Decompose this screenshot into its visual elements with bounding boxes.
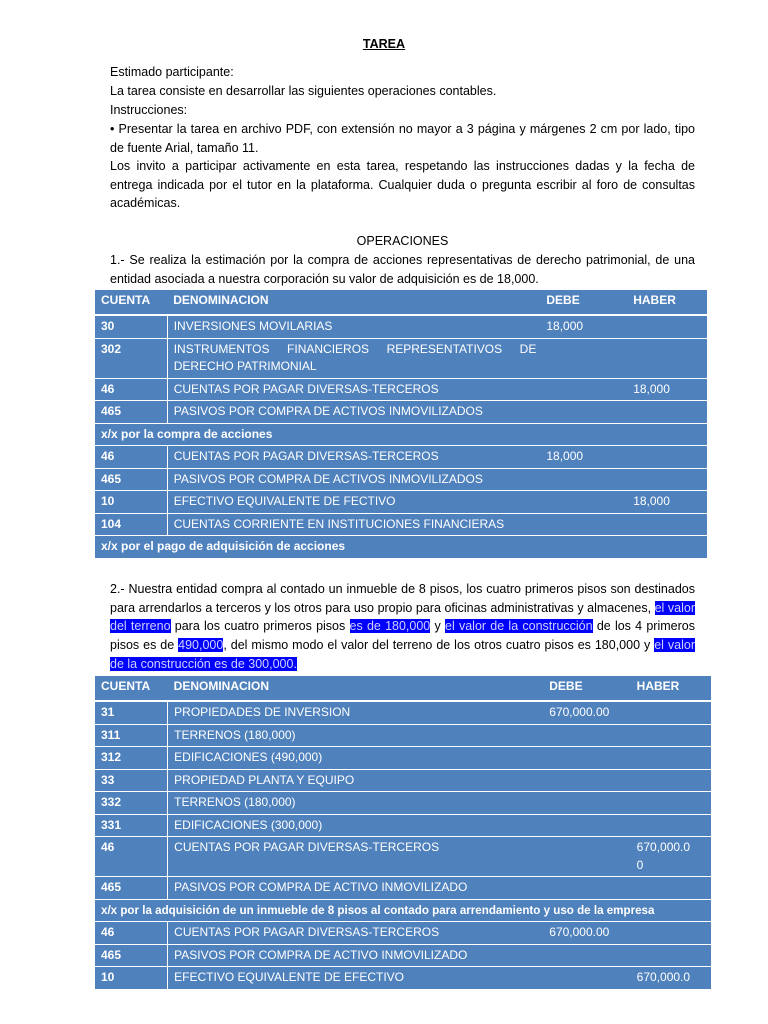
table-row: 33 PROPIEDAD PLANTA Y EQUIPO: [95, 769, 711, 792]
highlight: el valor de la construcción es de 300,000.: [110, 638, 695, 671]
table-row: 104 CUENTAS CORRIENTE EN INSTITUCIONES FINANCIERAS: [95, 513, 707, 536]
table-row: 311 TERRENOS (180,000): [95, 724, 711, 747]
greeting: Estimado participante:: [110, 65, 234, 79]
header-debe: DEBE: [543, 676, 630, 701]
table-row: 465 PASIVOS POR COMPRA DE ACTIVO INMOVILIZADO: [95, 944, 711, 967]
header-cuenta: CUENTA: [95, 290, 167, 315]
instructions-label: Instrucciones:: [110, 103, 188, 117]
header-denominacion: DENOMINACION: [167, 290, 540, 315]
entry-note: x/x por la adquisición de un inmueble de 8 pisos al contado para arrendamiento y uso de la empresa: [95, 899, 711, 922]
table-row: 46 CUENTAS POR PAGAR DIVERSAS-TERCEROS 18,000: [95, 378, 707, 401]
journal-table-2: [95, 676, 711, 989]
table-header: [95, 676, 711, 701]
table-row: 10 EFECTIVO EQUIVALENTE DE EFECTIVO 670,000.0: [95, 967, 711, 989]
table-row: 10 EFECTIVO EQUIVALENTE DE FECTIVO 18,000: [95, 491, 707, 514]
journal-table-1: [95, 290, 707, 558]
entry-note: x/x por el pago de adquisición de acciones: [101, 539, 346, 553]
table-header: [95, 290, 707, 315]
header-haber: HABER: [627, 290, 707, 315]
instruction-bullet: • Presentar la tarea en archivo PDF, con extensión no mayor a 3 página y márgenes 2 cm por lado, tipo de fuente Arial, tamaño 11.: [110, 122, 695, 155]
header-haber: HABER: [631, 676, 711, 701]
header-debe: DEBE: [540, 290, 627, 315]
entry-note: x/x por la compra de acciones: [95, 423, 707, 446]
table-row: 31 PROPIEDADES DE INVERSION 670,000.00: [95, 701, 711, 724]
highlight: el valor de la construcción: [445, 619, 593, 634]
page-title: TAREA: [362, 37, 406, 51]
intro-paragraph: Los invito a participar activamente en esta tarea, respetando las instrucciones dadas y la fecha de entrega indicada por el tutor en la plataforma. Cualquier duda o pregunta escribir al foro de consultas académicas.: [110, 159, 695, 211]
table-row: 465 PASIVOS POR COMPRA DE ACTIVOS INMOVILIZADOS: [95, 468, 707, 491]
table-row: 302 INSTRUMENTOS FINANCIEROS REPRESENTATIVOS DE DERECHO PATRIMONIAL: [95, 338, 707, 378]
operation-1-text: 1.- Se realiza la estimación por la compra de acciones representativas de derecho patrimonial, de una entidad asociada a nuestra corporación su valor de adquisición es de 18,000.: [110, 253, 695, 286]
highlight: es de 180,000: [349, 619, 431, 634]
operation-2-text: 2.- Nuestra entidad compra al contado un inmueble de 8 pisos, los cuatro primeros pisos son destinados para arrendarlos a terceros y los otros para uso propio para oficinas administrativas y almacenes, el valor del terreno para los cuatro primeros pisos es de 180,000 y el valor de la construcción de los 4 primeros pisos es de 490,000, del mismo modo el valor del terreno de los otros cuatro pisos es 180,000 y el valor de la construcción es de 300,000.: [110, 582, 695, 671]
table-row: 46 CUENTAS POR PAGAR DIVERSAS-TERCEROS 18,000: [95, 446, 707, 469]
table-row: 312 EDIFICACIONES (490,000): [95, 747, 711, 770]
table-row: 331 EDIFICACIONES (300,000): [95, 814, 711, 837]
table-row: 46 CUENTAS POR PAGAR DIVERSAS-TERCEROS 670,000.0 0: [95, 837, 711, 877]
table-row: 30 INVERSIONES MOVILARIAS 18,000: [95, 315, 707, 338]
operaciones-heading: OPERACIONES: [356, 234, 449, 248]
table-row: 465 PASIVOS POR COMPRA DE ACTIVOS INMOVILIZADOS: [95, 401, 707, 424]
header-cuenta: CUENTA: [95, 676, 168, 701]
table-row: 46 CUENTAS POR PAGAR DIVERSAS-TERCEROS 670,000.00: [95, 922, 711, 945]
table-row: 332 TERRENOS (180,000): [95, 792, 711, 815]
intro-line: La tarea consiste en desarrollar las siguientes operaciones contables.: [110, 84, 497, 98]
table-row: 465 PASIVOS POR COMPRA DE ACTIVO INMOVILIZADO: [95, 877, 711, 900]
header-denominacion: DENOMINACION: [168, 676, 544, 701]
highlight: el valor del terreno: [110, 600, 695, 634]
highlight: 490,000: [178, 638, 224, 653]
